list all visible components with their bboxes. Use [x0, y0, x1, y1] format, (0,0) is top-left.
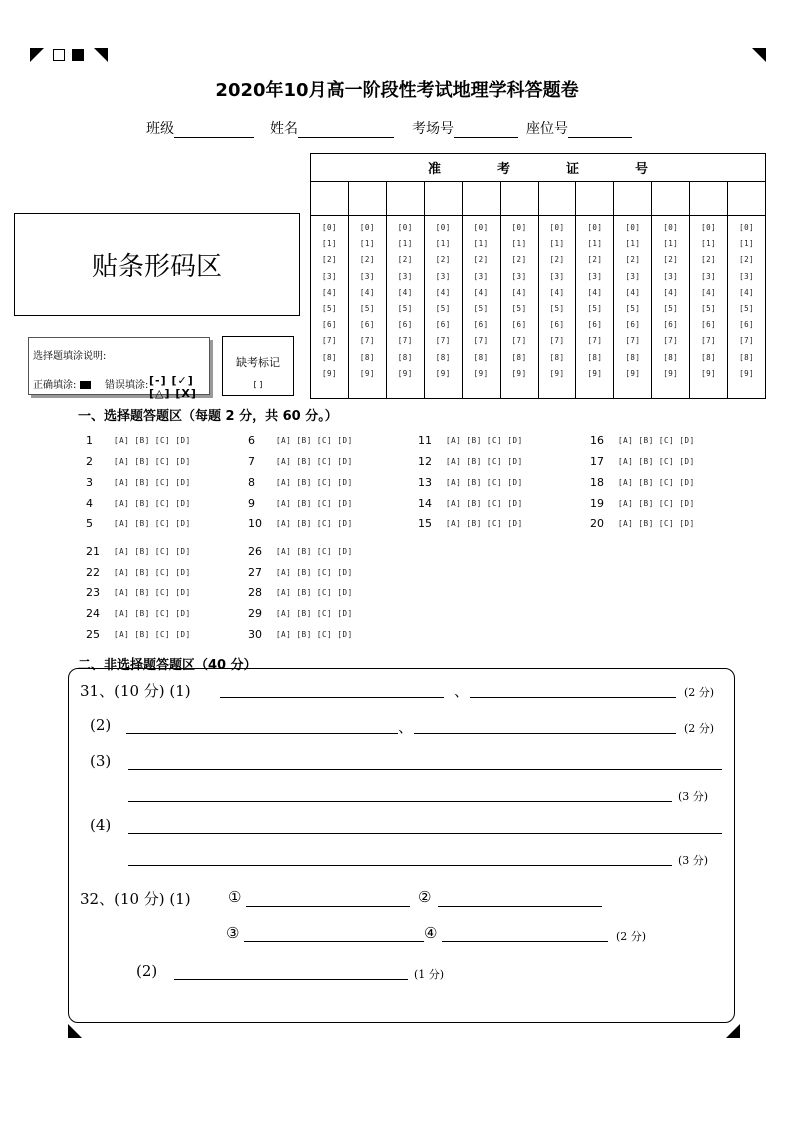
q32-circle-1: ①	[228, 888, 242, 906]
exam-digit-bubble[interactable]: [0]	[663, 223, 679, 232]
exam-digit-bubble[interactable]: [8]	[511, 352, 527, 362]
exam-number-write-cell[interactable]	[614, 182, 651, 216]
seat-input-line[interactable]	[568, 122, 632, 138]
mc-question-item	[86, 517, 191, 530]
exam-digit-bubble[interactable]: [8]	[587, 352, 603, 362]
mc-answer-options[interactable]: [A] [B] [C] [D]	[446, 457, 523, 466]
exam-digit-bubble[interactable]: [7]	[511, 336, 527, 346]
mc-question-number: 2	[86, 455, 93, 468]
mc-answer-options[interactable]: [A] [B] [C] [D]	[618, 436, 695, 445]
mc-question-number: 6	[248, 434, 255, 447]
exam-digit-bubble[interactable]: [9]	[549, 368, 565, 378]
exam-number-write-cell[interactable]	[652, 182, 689, 216]
mc-question-item	[248, 517, 353, 530]
q31-4-label: (4)	[90, 816, 112, 834]
exam-digit-bubble[interactable]: [0]	[473, 223, 489, 232]
exam-digit-bubble[interactable]: [4]	[397, 287, 413, 297]
mc-question-item	[248, 586, 353, 599]
mc-question-number: 19	[590, 497, 604, 510]
exam-number-grid	[310, 153, 766, 399]
fill-instructions	[28, 337, 210, 400]
mc-answer-options[interactable]: [A] [B] [C] [D]	[114, 630, 191, 639]
exam-number-column	[311, 182, 349, 398]
exam-digit-bubble[interactable]: [3]	[473, 271, 489, 281]
exam-digit-bubble[interactable]: [7]	[549, 336, 565, 346]
exam-digit-bubble[interactable]: [3]	[739, 271, 755, 281]
exam-digit-bubble[interactable]: [0]	[625, 223, 641, 232]
exam-digit-bubble[interactable]: [6]	[511, 320, 527, 330]
exam-digit-bubble[interactable]: [1]	[397, 239, 413, 249]
exam-digit-bubble[interactable]: [0]	[549, 223, 565, 232]
exam-digit-bubble[interactable]: [2]	[511, 255, 527, 265]
exam-digit-bubble[interactable]: [8]	[473, 352, 489, 362]
mc-answer-options[interactable]: [A] [B] [C] [D]	[618, 457, 695, 466]
mc-answer-options[interactable]: [A] [B] [C] [D]	[276, 609, 353, 618]
exam-digit-bubble[interactable]: [7]	[359, 336, 375, 346]
mc-answer-options[interactable]: [A] [B] [C] [D]	[276, 478, 353, 487]
exam-number-write-cell[interactable]	[425, 182, 462, 216]
mc-question-item	[248, 497, 353, 510]
q32-1-points: (2 分)	[616, 930, 647, 943]
exam-digit-bubble[interactable]: [4]	[625, 287, 641, 297]
mc-question-number: 5	[86, 517, 93, 530]
q31-2-points: (2 分)	[684, 722, 715, 735]
exam-number-write-cell[interactable]	[387, 182, 424, 216]
mc-question-number: 30	[248, 628, 262, 641]
mc-question-item	[248, 628, 353, 641]
exam-digit-bubble[interactable]: [5]	[663, 304, 679, 314]
exam-number-column	[614, 182, 652, 398]
barcode-area: 贴条形码区	[14, 213, 300, 316]
exam-digit-bubble[interactable]: [6]	[321, 320, 337, 330]
exam-digit-bubble[interactable]: [5]	[435, 304, 451, 314]
exam-number-column	[425, 182, 463, 398]
mc-answer-options[interactable]: [A] [B] [C] [D]	[276, 436, 353, 445]
mc-question-number: 26	[248, 545, 262, 558]
exam-digit-bubble[interactable]: [2]	[435, 255, 451, 265]
class-input-line[interactable]	[174, 122, 254, 138]
exam-digit-bubble[interactable]: [4]	[587, 287, 603, 297]
exam-digit-bubble[interactable]: [8]	[663, 352, 679, 362]
mc-answer-options[interactable]: [A] [B] [C] [D]	[114, 588, 191, 597]
exam-digit-bubble[interactable]: [1]	[473, 239, 489, 249]
q32-3-line[interactable]	[244, 941, 424, 942]
mc-question-number: 18	[590, 476, 604, 489]
exam-digit-bubble[interactable]: [0]	[359, 223, 375, 232]
q31-4-points: (3 分)	[678, 854, 709, 867]
mc-answer-options[interactable]: [A] [B] [C] [D]	[618, 478, 695, 487]
exam-digit-bubble[interactable]: [9]	[435, 368, 451, 378]
exam-digit-bubble[interactable]: [7]	[321, 336, 337, 346]
exam-digit-bubble[interactable]: [3]	[625, 271, 641, 281]
wrong-fill-marks: [-] [✓] [△] [X]	[149, 374, 197, 400]
mc-question-number: 11	[418, 434, 432, 447]
exam-digit-bubble[interactable]: [4]	[701, 287, 717, 297]
mc-question-item	[86, 628, 191, 641]
exam-digit-bubble[interactable]: [4]	[739, 287, 755, 297]
exam-number-write-cell[interactable]	[728, 182, 765, 216]
exam-digit-bubble[interactable]: [5]	[359, 304, 375, 314]
exam-number-column	[501, 182, 539, 398]
exam-digit-bubble[interactable]: [0]	[435, 223, 451, 232]
q31-2a-line[interactable]	[126, 733, 398, 734]
exam-digit-bubble[interactable]: [5]	[473, 304, 489, 314]
mc-question-item	[590, 497, 695, 510]
exam-digit-bubble[interactable]: [7]	[435, 336, 451, 346]
exam-digit-bubble[interactable]: [3]	[359, 271, 375, 281]
mc-question-item	[248, 566, 353, 579]
exam-digit-bubble[interactable]: [4]	[549, 287, 565, 297]
exam-digit-bubble[interactable]: [1]	[701, 239, 717, 249]
mc-question-number: 1	[86, 434, 93, 447]
exam-digit-bubble[interactable]: [9]	[397, 368, 413, 378]
exam-digit-bubble[interactable]: [5]	[701, 304, 717, 314]
mc-question-item	[86, 497, 191, 510]
exam-digit-bubble[interactable]: [5]	[511, 304, 527, 314]
q31-4a-line[interactable]	[128, 833, 722, 834]
exam-digit-bubble[interactable]: [6]	[587, 320, 603, 330]
corner-mark-icon	[726, 1024, 740, 1038]
mc-answer-options[interactable]: [A] [B] [C] [D]	[114, 519, 191, 528]
exam-digit-bubble[interactable]: [8]	[625, 352, 641, 362]
exam-digit-bubble[interactable]: [9]	[701, 368, 717, 378]
class-field[interactable]: 班级	[146, 118, 254, 138]
exam-digit-bubble[interactable]: [3]	[397, 271, 413, 281]
mc-question-item	[86, 607, 191, 620]
exam-digit-bubble[interactable]: [2]	[625, 255, 641, 265]
mc-question-number: 3	[86, 476, 93, 489]
corner-mark-icon	[68, 1024, 82, 1038]
q32-2-answer-line[interactable]	[174, 979, 408, 980]
exam-digit-bubble[interactable]: [5]	[549, 304, 565, 314]
mc-question-number: 4	[86, 497, 93, 510]
q31-2-label: (2)	[90, 716, 112, 734]
exam-number-column	[690, 182, 728, 398]
exam-digit-bubble[interactable]: [6]	[435, 320, 451, 330]
wrong-fill-label: 错误填涂:	[105, 380, 149, 391]
q31-1b-line[interactable]	[470, 697, 676, 698]
mc-answer-options[interactable]: [A] [B] [C] [D]	[114, 609, 191, 618]
mc-question-number: 17	[590, 455, 604, 468]
exam-digit-bubble[interactable]: [4]	[473, 287, 489, 297]
mc-question-number: 22	[86, 566, 100, 579]
section1-title: 一、选择题答题区（每题 2 分，共 60 分。）	[78, 409, 338, 424]
exam-digit-bubble[interactable]: [2]	[321, 255, 337, 265]
corner-mark-icon	[30, 48, 44, 62]
q31-3-points: (3 分)	[678, 790, 709, 803]
exam-number-write-cell[interactable]	[576, 182, 613, 216]
mc-question-item	[248, 455, 353, 468]
mc-question-number: 16	[590, 434, 604, 447]
exam-digit-bubble[interactable]: [9]	[625, 368, 641, 378]
exam-digit-bubble[interactable]: [3]	[511, 271, 527, 281]
mc-answer-options[interactable]: [A] [B] [C] [D]	[618, 499, 695, 508]
exam-digit-bubble[interactable]: [1]	[663, 239, 679, 249]
exam-number-header: 准 考 证 号	[311, 154, 765, 182]
exam-digit-bubble[interactable]: [1]	[549, 239, 565, 249]
q31-head: 31、(10 分) (1)	[80, 682, 191, 700]
q31-2-separator: 、	[398, 718, 414, 736]
absent-checkbox[interactable]: [ ]	[253, 380, 263, 389]
exam-digit-bubble[interactable]: [0]	[397, 223, 413, 232]
mc-answer-options[interactable]: [A] [B] [C] [D]	[276, 499, 353, 508]
exam-digit-bubble[interactable]: [6]	[663, 320, 679, 330]
mc-question-item	[418, 455, 523, 468]
exam-digit-bubble[interactable]: [9]	[663, 368, 679, 378]
mc-question-item	[590, 476, 695, 489]
exam-digit-bubble[interactable]: [9]	[587, 368, 603, 378]
exam-digit-bubble[interactable]: [1]	[511, 239, 527, 249]
mc-question-item	[86, 545, 191, 558]
student-info-row	[146, 118, 632, 138]
exam-digit-bubble[interactable]: [2]	[587, 255, 603, 265]
exam-digit-bubble[interactable]: [4]	[663, 287, 679, 297]
exam-number-column	[539, 182, 577, 398]
seat-field[interactable]: 座位号	[526, 118, 632, 138]
exam-digit-bubble[interactable]: [4]	[321, 287, 337, 297]
exam-digit-bubble[interactable]: [3]	[435, 271, 451, 281]
mc-question-item	[86, 455, 191, 468]
exam-digit-bubble[interactable]: [0]	[739, 223, 755, 232]
exam-digit-bubble[interactable]: [1]	[587, 239, 603, 249]
page-title: 2020年10月高一阶段性考试地理学科答题卷	[215, 80, 579, 101]
mc-question-number: 7	[248, 455, 255, 468]
mc-answer-options[interactable]: [A] [B] [C] [D]	[276, 630, 353, 639]
mc-question-item	[86, 566, 191, 579]
exam-digit-bubble[interactable]: [3]	[321, 271, 337, 281]
exam-digit-bubble[interactable]: [8]	[435, 352, 451, 362]
exam-digit-bubble[interactable]: [8]	[359, 352, 375, 362]
exam-digit-bubble[interactable]: [0]	[587, 223, 603, 232]
mc-question-number: 23	[86, 586, 100, 599]
mc-question-number: 15	[418, 517, 432, 530]
exam-digit-bubble[interactable]: [2]	[701, 255, 717, 265]
absent-label: 缺考标记	[236, 356, 280, 369]
exam-number-column	[349, 182, 387, 398]
exam-number-column	[387, 182, 425, 398]
mc-question-item	[86, 476, 191, 489]
mc-question-number: 27	[248, 566, 262, 579]
mc-question-number: 10	[248, 517, 262, 530]
exam-digit-bubble[interactable]: [2]	[473, 255, 489, 265]
q31-3b-line[interactable]	[128, 801, 672, 802]
mc-question-number: 9	[248, 497, 255, 510]
q31-3-label: (3)	[90, 752, 112, 770]
exam-digit-bubble[interactable]: [6]	[359, 320, 375, 330]
mc-question-item	[590, 455, 695, 468]
mc-question-number: 13	[418, 476, 432, 489]
q32-2-line[interactable]	[438, 906, 602, 907]
mc-question-number: 21	[86, 545, 100, 558]
q32-circle-2: ②	[418, 888, 432, 906]
mc-answer-options[interactable]: [A] [B] [C] [D]	[276, 547, 353, 556]
mc-question-number: 20	[590, 517, 604, 530]
mc-question-item	[248, 434, 353, 447]
exam-digit-bubble[interactable]: [6]	[701, 320, 717, 330]
filled-block-icon	[80, 381, 91, 389]
exam-digit-bubble[interactable]: [9]	[473, 368, 489, 378]
exam-digit-bubble[interactable]: [3]	[549, 271, 565, 281]
empty-square-mark-icon	[53, 49, 65, 61]
q32-4-line[interactable]	[442, 941, 608, 942]
exam-digit-bubble[interactable]: [8]	[739, 352, 755, 362]
exam-digit-bubble[interactable]: [4]	[511, 287, 527, 297]
mc-question-number: 12	[418, 455, 432, 468]
exam-digit-bubble[interactable]: [6]	[549, 320, 565, 330]
name-field[interactable]: 姓名	[270, 118, 394, 138]
exam-digit-bubble[interactable]: [5]	[739, 304, 755, 314]
exam-digit-bubble[interactable]: [7]	[701, 336, 717, 346]
absent-mark-box	[222, 336, 294, 396]
mc-question-number: 24	[86, 607, 100, 620]
mc-question-item	[248, 607, 353, 620]
exam-digit-bubble[interactable]: [6]	[739, 320, 755, 330]
mc-answer-options[interactable]: [A] [B] [C] [D]	[114, 568, 191, 577]
q31-2b-line[interactable]	[414, 733, 676, 734]
mc-question-item	[590, 434, 695, 447]
mc-answer-options[interactable]: [A] [B] [C] [D]	[446, 478, 523, 487]
exam-digit-bubble[interactable]: [7]	[397, 336, 413, 346]
room-input-line[interactable]	[454, 122, 518, 138]
exam-number-write-cell[interactable]	[539, 182, 576, 216]
mc-question-number: 29	[248, 607, 262, 620]
mc-question-number: 28	[248, 586, 262, 599]
exam-digit-bubble[interactable]: [0]	[511, 223, 527, 232]
exam-digit-bubble[interactable]: [7]	[625, 336, 641, 346]
corner-mark-icon	[94, 48, 108, 62]
mc-answer-options[interactable]: [A] [B] [C] [D]	[446, 436, 523, 445]
exam-number-column	[576, 182, 614, 398]
q31-3a-line[interactable]	[128, 769, 722, 770]
q32-2-label: (2)	[136, 962, 158, 980]
exam-digit-bubble[interactable]: [0]	[321, 223, 337, 232]
exam-digit-bubble[interactable]: [8]	[397, 352, 413, 362]
mc-question-item	[418, 497, 523, 510]
exam-digit-bubble[interactable]: [9]	[511, 368, 527, 378]
exam-digit-bubble[interactable]: [2]	[397, 255, 413, 265]
q32-1-line[interactable]	[246, 906, 410, 907]
exam-digit-bubble[interactable]: [6]	[625, 320, 641, 330]
mc-question-item	[248, 476, 353, 489]
mc-answer-options[interactable]: [A] [B] [C] [D]	[276, 568, 353, 577]
exam-digit-bubble[interactable]: [1]	[321, 239, 337, 249]
mc-answer-options[interactable]: [A] [B] [C] [D]	[114, 478, 191, 487]
mc-question-number: 8	[248, 476, 255, 489]
exam-digit-bubble[interactable]: [4]	[435, 287, 451, 297]
q32-circle-4: ④	[424, 924, 438, 942]
mc-answer-options[interactable]: [A] [B] [C] [D]	[114, 547, 191, 556]
mc-question-item	[418, 434, 523, 447]
mc-question-number: 14	[418, 497, 432, 510]
q31-4b-line[interactable]	[128, 865, 672, 866]
exam-digit-bubble[interactable]: [9]	[321, 368, 337, 378]
q31-separator: 、	[454, 682, 470, 700]
exam-number-write-cell[interactable]	[311, 182, 348, 216]
mc-answer-options[interactable]: [A] [B] [C] [D]	[276, 588, 353, 597]
exam-digit-bubble[interactable]: [3]	[701, 271, 717, 281]
exam-digit-bubble[interactable]: [7]	[739, 336, 755, 346]
mc-question-item	[418, 517, 523, 530]
mc-answer-options[interactable]: [A] [B] [C] [D]	[276, 457, 353, 466]
exam-digit-bubble[interactable]: [7]	[587, 336, 603, 346]
mc-answer-options[interactable]: [A] [B] [C] [D]	[618, 519, 695, 528]
exam-digit-bubble[interactable]: [5]	[587, 304, 603, 314]
exam-digit-bubble[interactable]: [8]	[321, 352, 337, 362]
exam-digit-bubble[interactable]: [2]	[359, 255, 375, 265]
exam-number-column	[652, 182, 690, 398]
q31-1a-line[interactable]	[220, 697, 444, 698]
exam-digit-bubble[interactable]: [5]	[397, 304, 413, 314]
exam-digit-bubble[interactable]: [9]	[739, 368, 755, 378]
exam-digit-bubble[interactable]: [6]	[473, 320, 489, 330]
exam-digit-bubble[interactable]: [5]	[625, 304, 641, 314]
exam-digit-bubble[interactable]: [9]	[359, 368, 375, 378]
mc-answer-options[interactable]: [A] [B] [C] [D]	[114, 457, 191, 466]
exam-digit-bubble[interactable]: [8]	[701, 352, 717, 362]
q32-head: 32、(10 分) (1)	[80, 890, 191, 908]
exam-digit-bubble[interactable]: [3]	[587, 271, 603, 281]
exam-digit-bubble[interactable]: [2]	[549, 255, 565, 265]
exam-digit-bubble[interactable]: [2]	[739, 255, 755, 265]
mc-answer-options[interactable]: [A] [B] [C] [D]	[114, 436, 191, 445]
mc-question-item	[86, 434, 191, 447]
name-input-line[interactable]	[298, 122, 394, 138]
exam-digit-bubble[interactable]: [1]	[359, 239, 375, 249]
exam-digit-bubble[interactable]: [2]	[663, 255, 679, 265]
corner-mark-icon	[752, 48, 766, 62]
instructions-title: 选择题填涂说明:	[33, 351, 107, 362]
exam-digit-bubble[interactable]: [1]	[625, 239, 641, 249]
exam-digit-bubble[interactable]: [4]	[359, 287, 375, 297]
room-field[interactable]: 考场号	[412, 118, 518, 138]
mc-question-item	[86, 586, 191, 599]
exam-digit-bubble[interactable]: [5]	[321, 304, 337, 314]
exam-digit-bubble[interactable]: [7]	[473, 336, 489, 346]
exam-number-column	[463, 182, 501, 398]
mc-answer-options[interactable]: [A] [B] [C] [D]	[446, 519, 523, 528]
exam-number-column	[728, 182, 765, 398]
q31-1-points: (2 分)	[684, 686, 715, 699]
exam-digit-bubble[interactable]: [7]	[663, 336, 679, 346]
exam-digit-bubble[interactable]: [0]	[701, 223, 717, 232]
mc-question-item	[248, 545, 353, 558]
mc-question-item	[418, 476, 523, 489]
mc-answer-options[interactable]: [A] [B] [C] [D]	[446, 499, 523, 508]
mc-question-number: 25	[86, 628, 100, 641]
exam-number-write-cell[interactable]	[349, 182, 386, 216]
correct-fill-example: 正确填涂:	[33, 376, 91, 391]
q32-circle-3: ③	[226, 924, 240, 942]
section2-title: 二、非选择题答题区（40 分）	[78, 658, 257, 673]
mc-answer-options[interactable]: [A] [B] [C] [D]	[114, 499, 191, 508]
exam-digit-bubble[interactable]: [6]	[397, 320, 413, 330]
exam-digit-bubble[interactable]: [8]	[549, 352, 565, 362]
exam-digit-bubble[interactable]: [1]	[739, 239, 755, 249]
exam-number-write-cell[interactable]	[463, 182, 500, 216]
exam-number-write-cell[interactable]	[501, 182, 538, 216]
q32-2-points: (1 分)	[414, 968, 445, 981]
exam-digit-bubble[interactable]: [3]	[663, 271, 679, 281]
exam-digit-bubble[interactable]: [1]	[435, 239, 451, 249]
mc-question-item	[590, 517, 695, 530]
filled-square-mark-icon	[72, 49, 84, 61]
mc-answer-options[interactable]: [A] [B] [C] [D]	[276, 519, 353, 528]
exam-number-write-cell[interactable]	[690, 182, 727, 216]
